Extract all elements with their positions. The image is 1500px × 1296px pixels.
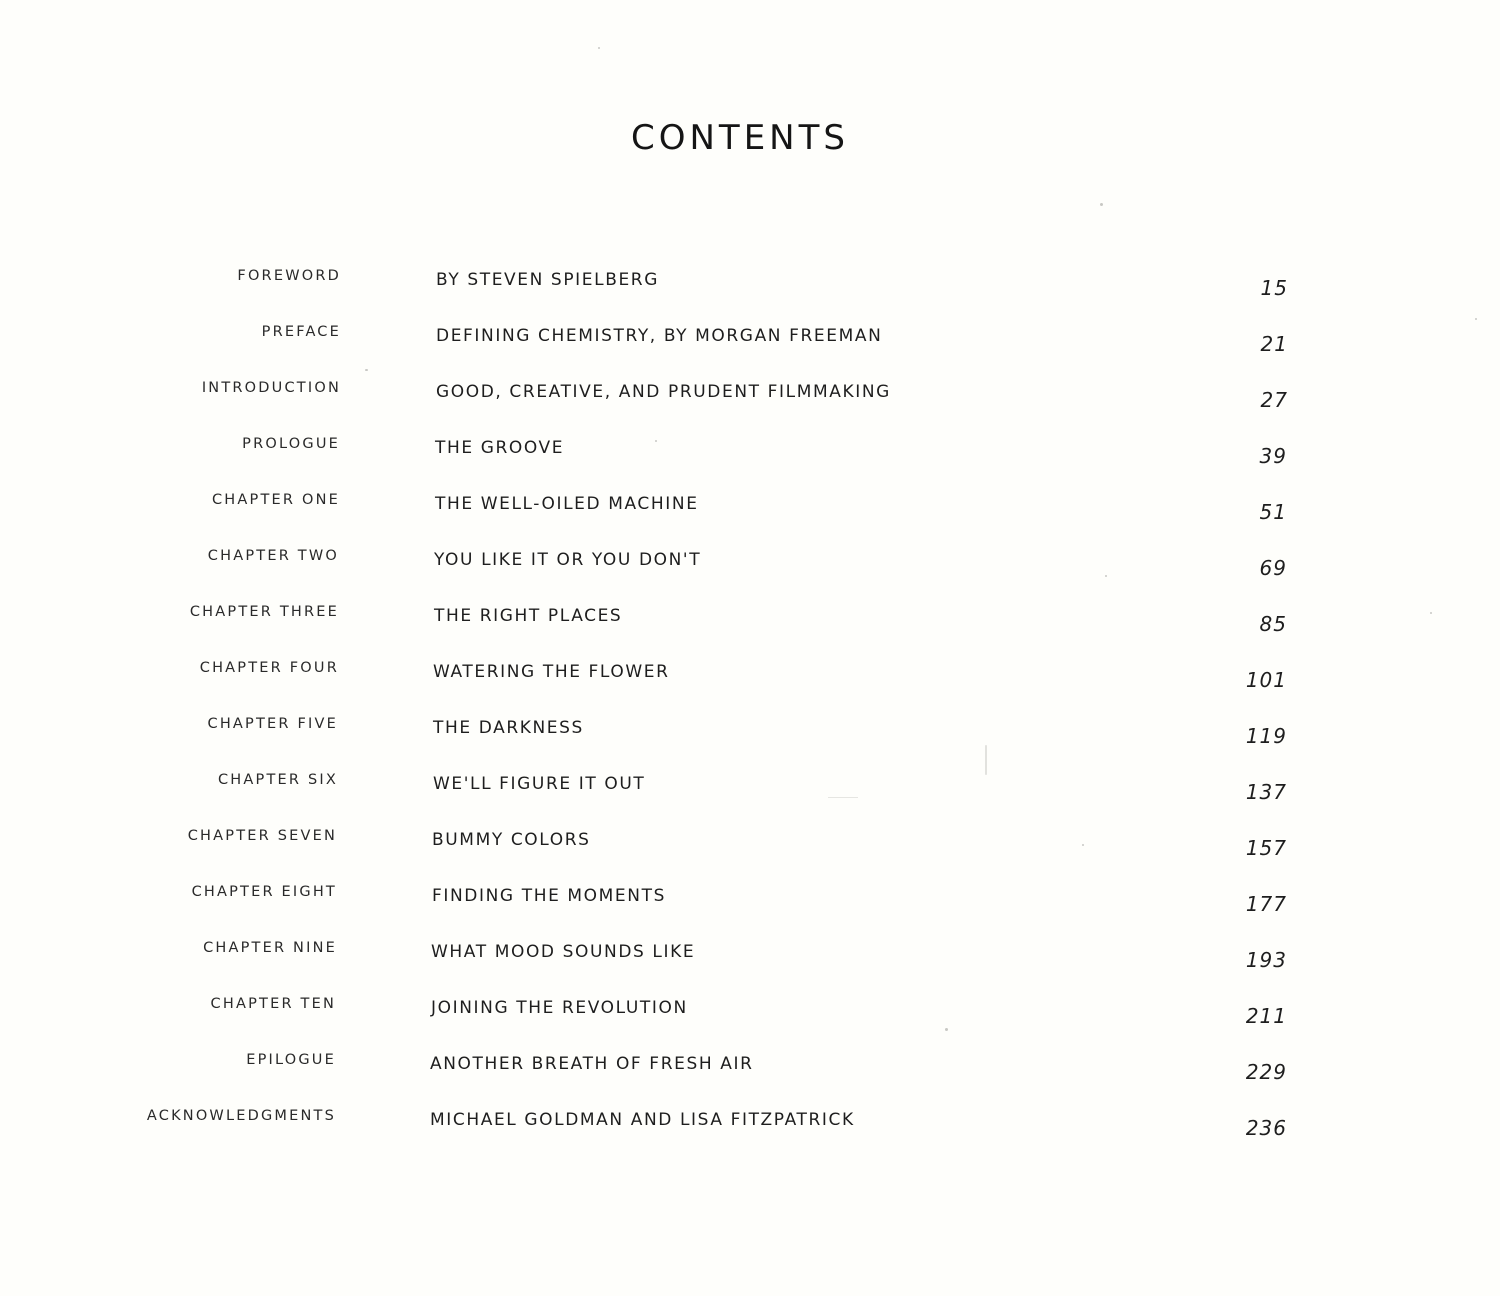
entry-title: JOINING THE REVOLUTION [431,998,688,1018]
entry-label: EPILOGUE [246,1052,336,1068]
scan-speck [1475,318,1477,320]
entry-title: ANOTHER BREATH OF FRESH AIR [430,1054,754,1074]
entry-page-number: 101 [1245,668,1287,692]
scan-speck [1430,612,1432,614]
toc-entry [0,324,1500,364]
toc-entry [0,548,1500,588]
entry-page-number: 137 [1245,780,1287,804]
entry-title: BUMMY COLORS [432,830,591,850]
entry-label: FOREWORD [237,268,341,284]
toc-entry [0,940,1500,980]
toc-entry [0,436,1500,476]
entry-label: CHAPTER NINE [203,940,337,956]
entry-title: WHAT MOOD SOUNDS LIKE [431,942,696,962]
entry-page-number: 229 [1245,1060,1287,1084]
toc-entry [0,492,1500,532]
entry-title: THE WELL-OILED MACHINE [435,494,699,514]
entry-page-number: 211 [1245,1004,1287,1028]
toc-entry [0,1052,1500,1092]
entry-title: GOOD, CREATIVE, AND PRUDENT FILMMAKING [436,382,891,402]
entry-label: CHAPTER TWO [207,548,339,564]
entry-page-number: 69 [1259,556,1287,580]
entry-label: CHAPTER ONE [211,492,340,508]
entry-title: THE RIGHT PLACES [434,606,623,626]
entry-title: DEFINING CHEMISTRY, BY MORGAN FREEMAN [436,326,883,346]
entry-title: YOU LIKE IT OR YOU DON'T [434,550,702,570]
entry-label: CHAPTER SEVEN [187,828,337,844]
toc-entry [0,828,1500,868]
entry-label: CHAPTER FIVE [207,716,338,732]
toc-entry [0,380,1500,420]
entry-page-number: 85 [1259,612,1287,636]
toc-entry [0,772,1500,812]
entry-label: CHAPTER EIGHT [191,884,337,900]
entry-label: INTRODUCTION [201,380,341,396]
scan-speck [365,369,368,371]
toc-entry [0,604,1500,644]
scan-speck [985,745,987,775]
scan-speck [1105,575,1107,577]
entry-page-number: 39 [1259,444,1287,468]
entry-page-number: 236 [1245,1116,1287,1140]
scan-speck [1082,844,1084,846]
toc-entry [0,884,1500,924]
entry-page-number: 193 [1245,948,1287,972]
entry-page-number: 157 [1245,836,1287,860]
entry-title: MICHAEL GOLDMAN AND LISA FITZPATRICK [430,1110,855,1130]
scan-speck [1100,203,1103,206]
entry-title: BY STEVEN SPIELBERG [436,270,659,290]
entry-page-number: 15 [1260,276,1288,300]
entry-page-number: 177 [1245,892,1287,916]
entry-label: CHAPTER THREE [189,604,339,620]
scan-speck [828,797,858,798]
toc-entry [0,1108,1500,1148]
entry-label: PROLOGUE [242,436,340,452]
entry-page-number: 119 [1245,724,1287,748]
toc-entry [0,660,1500,700]
entry-title: WATERING THE FLOWER [433,662,670,682]
entry-title: FINDING THE MOMENTS [432,886,666,906]
toc-entry [0,268,1500,308]
entry-title: WE'LL FIGURE IT OUT [433,774,646,794]
entry-label: CHAPTER FOUR [199,660,339,676]
entry-label: ACKNOWLEDGMENTS [146,1108,336,1124]
entry-title: THE DARKNESS [433,718,584,738]
page-title: CONTENTS [631,118,849,158]
entry-label: PREFACE [261,324,341,340]
entry-label: CHAPTER SIX [217,772,338,788]
entry-page-number: 21 [1260,332,1288,356]
toc-entry [0,996,1500,1036]
toc-entry [0,716,1500,756]
entry-label: CHAPTER TEN [210,996,336,1012]
entry-page-number: 51 [1259,500,1287,524]
entry-title: THE GROOVE [435,438,565,458]
scan-speck [598,47,600,49]
scan-speck [655,440,657,442]
entry-page-number: 27 [1260,388,1288,412]
scan-speck [945,1028,948,1031]
